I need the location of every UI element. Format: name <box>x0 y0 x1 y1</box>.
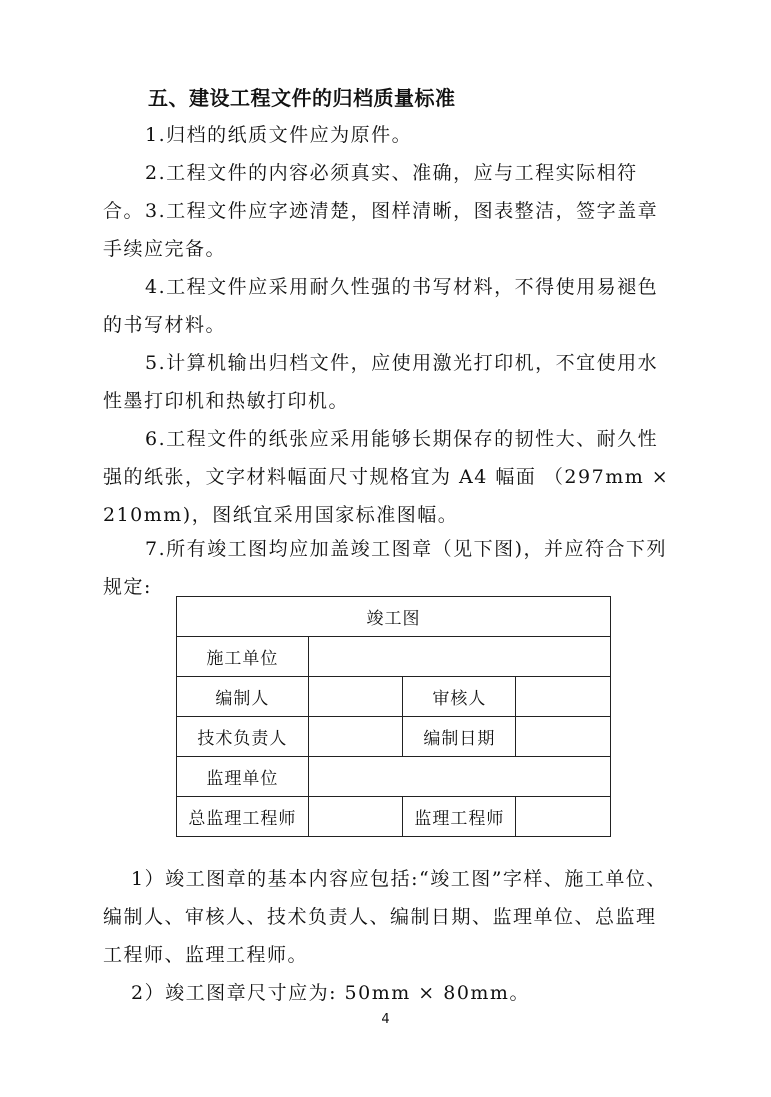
stamp-value-compiler <box>308 677 403 717</box>
item-4: 4.工程文件应采用耐久性强的书写材料，不得使用易褪色的书写材料。 <box>103 276 659 336</box>
stamp-title: 竣工图 <box>177 597 611 637</box>
stamp-value-technical-lead <box>308 717 403 757</box>
note-1: 1）竣工图章的基本内容应包括:“竣工图”字样、施工单位、编制人、审核人、技术负责人、编制日期、监理单位、总监理工程师、监理工程师。 <box>103 868 667 966</box>
stamp-label-supervising-engineer: 监理工程师 <box>403 797 516 837</box>
stamp-row <box>177 797 611 837</box>
stamp-label-supervision-unit: 监理单位 <box>177 757 309 797</box>
stamp-value-supervision-unit <box>308 757 610 797</box>
stamp-title-row <box>177 597 611 637</box>
completion-drawing-stamp-table <box>176 596 611 837</box>
stamp-row <box>177 677 611 717</box>
stamp-label-technical-lead: 技术负责人 <box>177 717 309 757</box>
item-1: 1.归档的纸质文件应为原件。 <box>145 124 413 146</box>
stamp-label-reviewer: 审核人 <box>403 677 516 717</box>
section-heading: 五、建设工程文件的归档质量标准 <box>148 86 456 110</box>
stamp-row <box>177 757 611 797</box>
item-3: 3.工程文件应字迹清楚，图样清晰，图表整洁，签字盖章手续应完备。 <box>103 200 659 260</box>
stamp-value-reviewer <box>516 677 611 717</box>
item-2: 2.工程文件的内容必须真实、准确，应与工程实际相符合。 <box>103 162 638 222</box>
stamp-value-construction-unit <box>308 637 610 677</box>
stamp-label-chief-supervising-engineer: 总监理工程师 <box>177 797 309 837</box>
stamp-value-supervising-engineer <box>516 797 611 837</box>
item-7: 7.所有竣工图均应加盖竣工图章（见下图)，并应符合下列规定: <box>103 538 668 598</box>
stamp-value-compile-date <box>516 717 611 757</box>
stamp-label-compiler: 编制人 <box>177 677 309 717</box>
stamp-row <box>177 717 611 757</box>
note-2: 2）竣工图章尺寸应为: 50mm × 80mm。 <box>131 982 530 1004</box>
stamp-label-compile-date: 编制日期 <box>403 717 516 757</box>
page-number: 4 <box>381 1012 390 1027</box>
stamp-row <box>177 637 611 677</box>
stamp-value-chief-supervising-engineer <box>308 797 403 837</box>
item-5: 5.计算机输出归档文件，应使用激光打印机，不宜使用水性墨打印机和热敏打印机。 <box>103 352 659 412</box>
stamp-label-construction-unit: 施工单位 <box>177 637 309 677</box>
item-6: 6.工程文件的纸张应采用能够长期保存的韧性大、耐久性强的纸张，文字材料幅面尺寸规格宜为 A4 幅面 （297mm × 210mm)，图纸宜采用国家标准图幅。 <box>103 428 670 526</box>
